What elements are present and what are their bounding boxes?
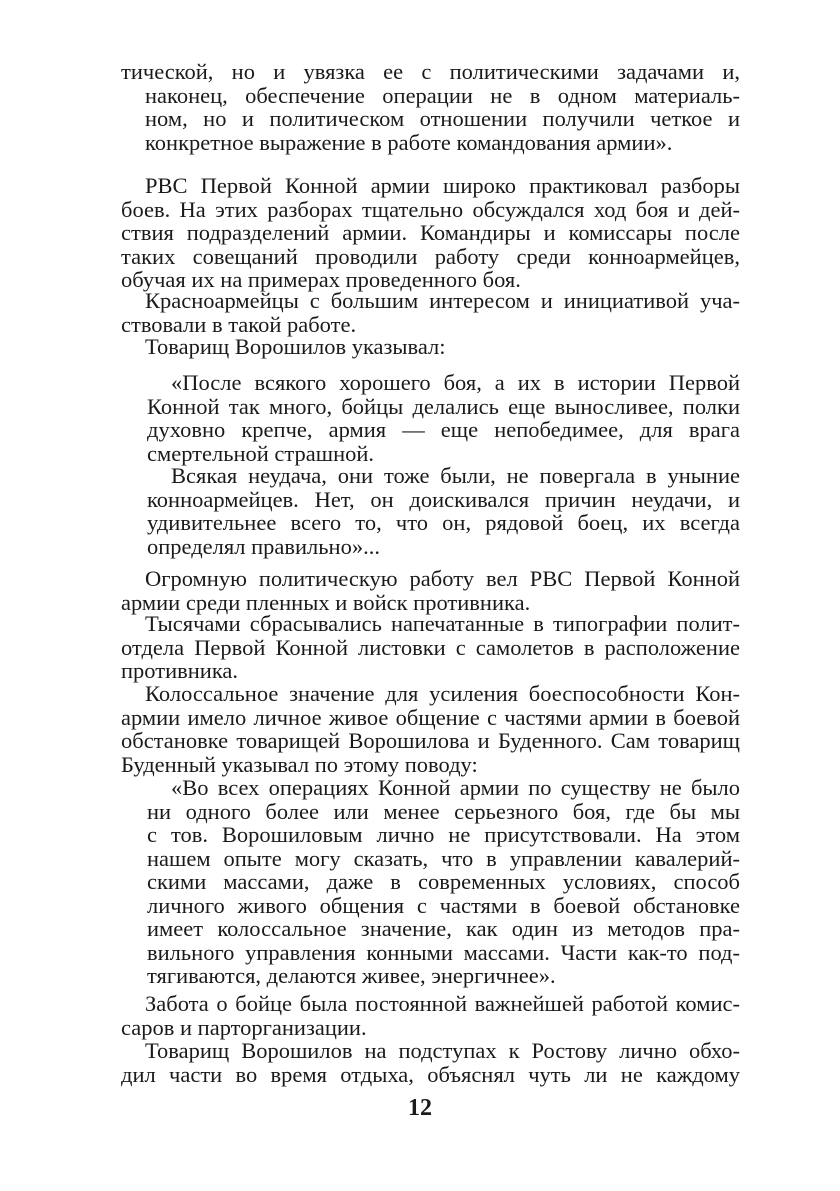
text-line: ни одного более или менее серьезного боя, где бы мы [147,798,740,824]
text-line: РВС Первой Конной армии широко практиковал разборы [145,173,740,198]
text-line: Огромную политическую работу вел РВС Первой Конной [145,566,740,591]
text-line: Всякая неудача, они тоже были, не повергала в уныние [171,463,740,488]
text-line: Забота о бойце была постоянной важнейшей работой комис- [145,991,740,1016]
text-line: Товарищ Ворошилов на подступах к Ростову лично обхо- [145,1038,740,1063]
text-line: таких совещаний проводили работу среди конноармейцев, [121,243,740,269]
quote-budyonny [147,776,740,988]
text-line: Буденный указывал по этому поводу: [121,751,478,777]
text-line: армии среди пленных и войск противника. [121,589,531,615]
quote-voroshilov-part-2 [147,464,740,558]
text-line: нашем опыте могу сказать, что в управлении кавалерий- [147,845,740,871]
text-line: удивительнее всего то, что он, рядовой боец, их всегда [147,510,740,535]
text-line: Тысячами сбрасывались напечатанные в типографии полит- [145,611,740,636]
paragraph-colossal-significance [121,682,740,776]
text-line: скими массами, даже в современных условиях, способ [147,869,740,894]
text-line: обстановке товарищей Ворошилова и Буденного. Сам товарищ [121,728,740,753]
text-line: конноармейцев. Нет, он доискивался причин неудачи, и [147,486,740,512]
text-line: имеет колоссальное значение, как один из методов пра- [147,916,740,941]
text-line: боев. На этих разборах тщательно обсуждался ход боя и дей- [121,196,740,222]
text-line: с тов. Ворошиловым лично не присутствовали. На этом [147,822,740,847]
text-line: отдела Первой Конной листовки с самолетов в расположение [121,634,740,660]
paragraph-rvs-review [121,174,740,292]
text-line: смертельной страшной. [147,440,375,466]
text-line: ном, но и политическом отношении получили четкое и [145,106,740,131]
paragraph-rostov [121,1039,740,1086]
text-line: духовно крепче, армия — еще непобедимее, для врага [147,417,740,442]
text-line: обучая их на примерах проведенного боя. [121,267,521,292]
text-line: вильного управления конными массами. Части как-то под- [147,939,740,965]
text-line: определял правильно»... [147,533,380,559]
quote-voroshilov-part-1 [147,371,740,465]
text-line: Товарищ Ворошилов указывал: [145,334,446,359]
text-line: «После всякого хорошего боя, а их в истории Первой [171,370,740,395]
paragraph-soldiers-interest [121,289,740,336]
text-line: «Во всех операциях Конной армии по существу не было [171,775,740,800]
text-line: личного живого общения с частями в боевой обстановке [147,892,740,918]
text-line: Красноармейцы с большим интересом и инициативой уча- [145,288,740,313]
text-line: наконец, обеспечение операции не в одном материаль- [145,82,740,108]
text-line: конкретное выражение в работе командования армии». [145,129,673,155]
quote-continuation [121,60,740,154]
text-line: тягиваются, делаются живее, энергичнее». [147,963,556,988]
text-line: дил части во время отдыха, объяснял чуть ли не каждому [121,1061,740,1087]
page-number: 12 [408,1095,432,1121]
paragraph-leaflets [121,612,740,683]
paragraph-political-work [121,567,740,614]
text-line: ствовали в такой работе. [121,311,357,337]
text-line: Конной так много, бойцы делались еще выносливее, полки [147,393,740,419]
text-line: тической, но и увязка ее с политическими задачами и, [121,59,740,84]
text-line: армии имело личное живое общение с частями армии в боевой [121,704,740,730]
text-line: Колоссальное значение для усиления боеспособности Кон- [145,681,740,706]
paragraph-care-for-soldier [121,992,740,1039]
text-line: саров и парторганизации. [121,1014,367,1040]
text-line: противника. [121,658,239,683]
paragraph-voroshilov-said [121,335,740,359]
text-line: ствия подразделений армии. Командиры и комиссары после [121,220,740,245]
